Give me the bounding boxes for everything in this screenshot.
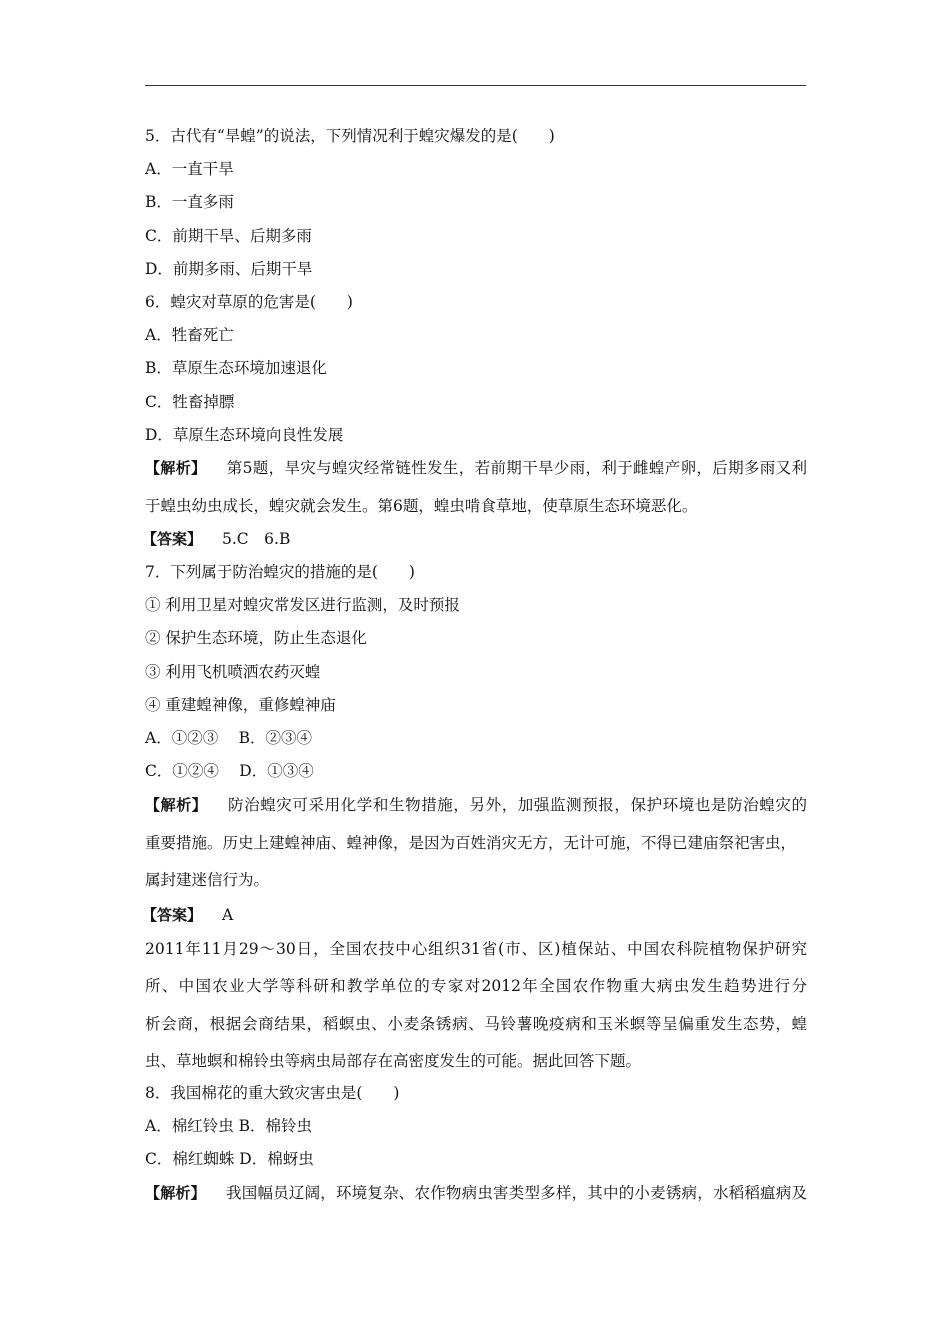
- passage-line4: 虫、草地螟和棉铃虫等病虫局部存在高密度发生的可能。据此回答下题。: [145, 1052, 642, 1070]
- q8-options-cd: C．棉红蜘蛛 D．棉蚜虫: [145, 1150, 314, 1168]
- explanation-56-line1: [145, 452, 807, 485]
- explanation-text: 防治蝗灾可采用化学和生物措施，另外，加强监测预报，保护环境也是防治蝗灾的: [227, 796, 807, 814]
- explanation-text: 第5题，旱灾与蝗灾经常链性发生，若前期干旱少雨，利于雌蝗产卵，后期多雨又利: [226, 459, 807, 477]
- q5-option-c: C．前期干旱、后期多雨: [145, 227, 312, 245]
- q6-option-c: C．牲畜掉膘: [145, 393, 235, 411]
- answer-tag: 【答案】: [142, 906, 203, 924]
- q8-options-ab: A．棉红铃虫 B．棉铃虫: [145, 1117, 313, 1135]
- q5-option-d: D．前期多雨、后期干旱: [145, 260, 313, 278]
- explanation-8-line1: [145, 1177, 807, 1210]
- q7-stem: 7．下列属于防治蝗灾的措施的是( ): [145, 563, 415, 581]
- passage-line1: 2011年11月29～30日，全国农技中心组织31省(市、区)植保站、中国农科院植物保护研究: [145, 940, 807, 958]
- q5-stem: 5．古代有“旱蝗”的说法，下列情况利于蝗灾爆发的是( ): [145, 127, 555, 145]
- q5-option-b: B．一直多雨: [145, 193, 234, 211]
- explanation-7-line3: 属封建迷信行为。: [145, 871, 270, 889]
- answer-56: [142, 523, 290, 556]
- q7-options-cd: C．①②④ D．①③④: [145, 762, 314, 780]
- header-rule: [145, 85, 806, 86]
- q6-option-b: B．草原生态环境加速退化: [145, 359, 327, 377]
- answer-7: [142, 899, 233, 932]
- q8-stem: 8．我国棉花的重大致灾害虫是( ): [145, 1084, 400, 1102]
- q7-item-4: ④ 重建蝗神像，重修蝗神庙: [145, 696, 336, 714]
- passage-line3: 析会商，根据会商结果，稻螟虫、小麦条锈病、马铃薯晚疫病和玉米螟等呈偏重发生态势，蝗: [145, 1015, 807, 1033]
- explanation-7-line2: 重要措施。历史上建蝗神庙、蝗神像，是因为百姓消灾无方，无计可施，不得已建庙祭祀害虫，: [145, 834, 797, 852]
- answer-text: A: [222, 906, 234, 924]
- q5-option-a: A．一直干旱: [145, 160, 234, 178]
- explanation-tag: 【解析】: [145, 459, 207, 477]
- passage-line2: 所、中国农业大学等科研和教学单位的专家对2012年全国农作物重大病虫发生趋势进行分: [145, 977, 807, 995]
- explanation-tag: 【解析】: [145, 796, 208, 814]
- answer-text: 5.C 6.B: [222, 530, 291, 548]
- answer-tag: 【答案】: [142, 530, 203, 548]
- explanation-7-line1: [145, 789, 807, 822]
- explanation-56-line2: 于蝗虫幼虫成长，蝗灾就会发生。第6题，蝗虫啃食草地，使草原生态环境恶化。: [145, 497, 698, 515]
- q7-item-1: ① 利用卫星对蝗灾常发区进行监测，及时预报: [145, 596, 460, 614]
- explanation-tag: 【解析】: [145, 1184, 206, 1202]
- q7-options-ab: A．①②③ B．②③④: [145, 729, 313, 747]
- q6-option-d: D．草原生态环境向良性发展: [145, 426, 344, 444]
- q6-stem: 6．蝗灾对草原的危害是( ): [145, 293, 353, 311]
- explanation-text: 我国幅员辽阔，环境复杂、农作物病虫害类型多样，其中的小麦锈病，水稻稻瘟病及: [225, 1184, 807, 1202]
- q6-option-a: A．牲畜死亡: [145, 326, 234, 344]
- q7-item-2: ② 保护生态环境，防止生态退化: [145, 629, 367, 647]
- q7-item-3: ③ 利用飞机喷洒农药灭蝗: [145, 663, 321, 681]
